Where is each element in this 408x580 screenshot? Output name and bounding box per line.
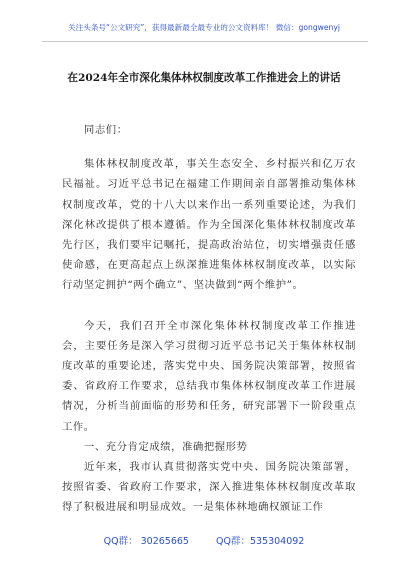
section-heading: 一、充分肯定成绩，准确把握形势 [84,440,248,453]
header-divider [42,41,368,42]
footer-qq-group-2: QQ群：535304092 [216,536,305,547]
paragraph-intro: 集体林权制度改革，事关生态安全、乡村振兴和亿万农民福祉。习近平总书记在福建工作期间亲自部署推动集体林权制度改革，党的十八大以来作出一系列重要论述，为我们深化林改提供了根本遵循。作为全国深化集体林权制度改革先行区，我们要牢记嘱托，提高政治站位，切实增强责任感使命感，在更高起点上纵深推进集体林权制度改革，以实际行动坚定拥护“两个确立”、坚决做到“两个维护”。 [62,158,356,292]
paragraph-meeting-purpose: 今天，我们召开全市深化集体林权制度改革工作推进会，主要任务是深入学习贯彻习近平总书记关于集体林权制度改革的重要论述，落实党中央、国务院决策部署，按照省委、省政府工作要求，总结我市集体林权制度改革工作进展情况，分析当前面临的形势和任务，研究部署下一阶段重点工作。 [62,319,356,433]
footer-contact [0,533,408,547]
document-title: 在2024年全市深化集体林权制度改革工作推进会上的讲话 [67,72,341,84]
footer-qq-group-1: QQ群： 30265665 [103,536,189,547]
header-banner: 关注头条号“公文研究”，获得最新最全最专业的公文资料库！ 微信：gongwenyj [68,23,340,32]
paragraph-section-one: 近年来，我市认真贯彻落实党中央、国务院决策部署，按照省委、省政府工作要求，深入推进集体林权制度改革取得了积极进展和明显成效。一是集体林地确权颁证工作 [62,461,356,514]
salutation: 同志们： [84,124,128,136]
document-body [62,120,356,518]
